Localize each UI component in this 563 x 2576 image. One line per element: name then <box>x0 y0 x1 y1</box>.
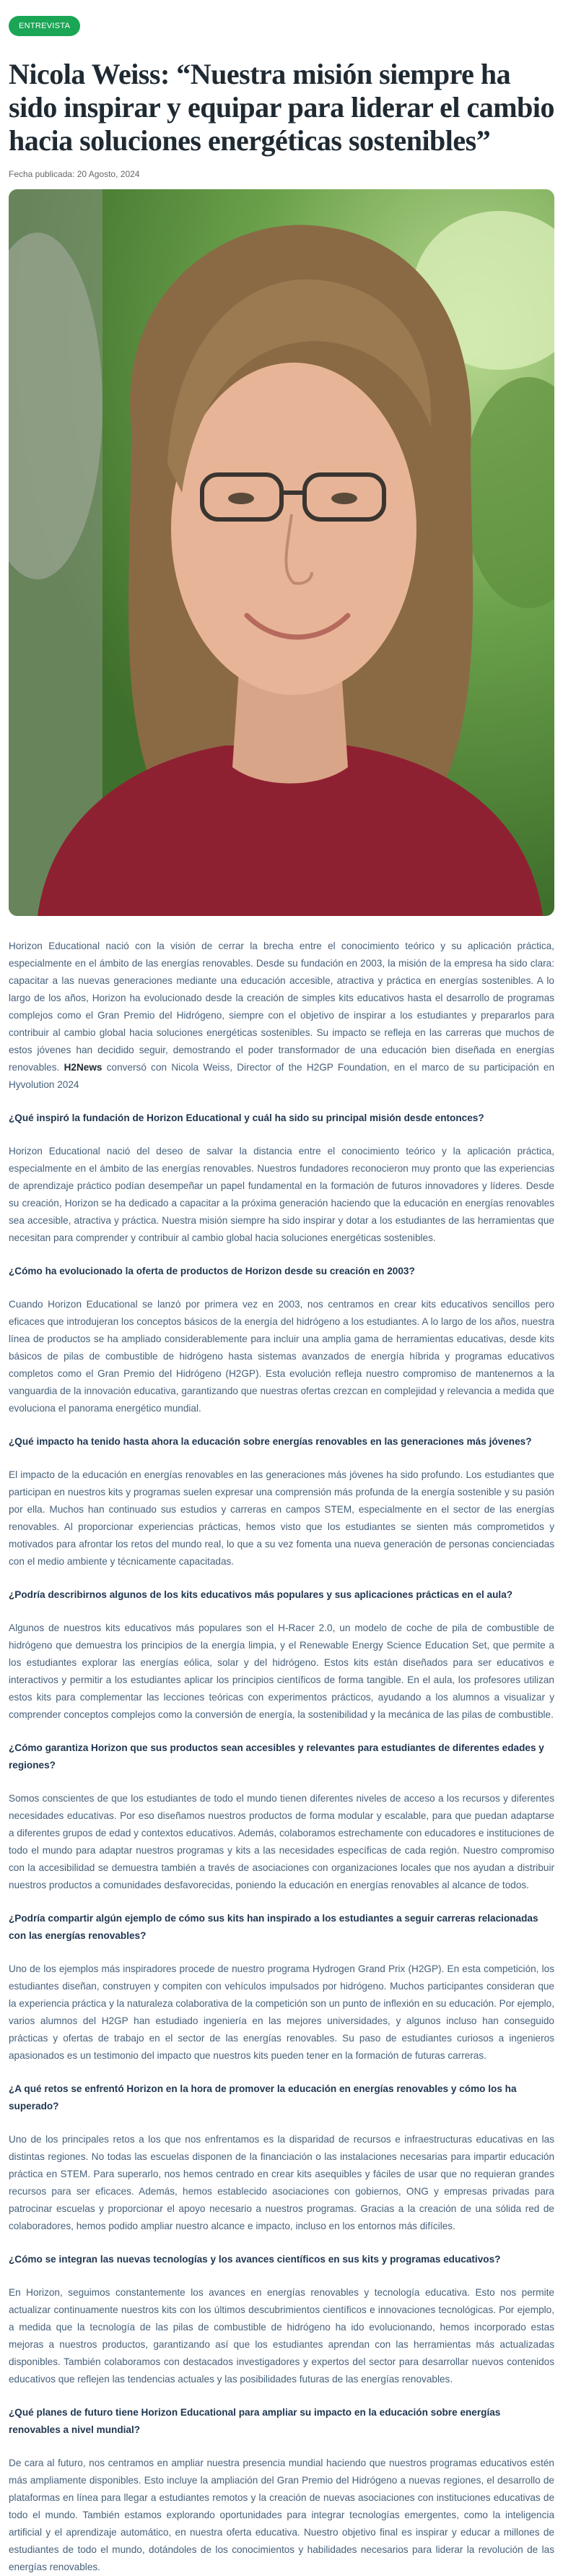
intro-text: Horizon Educational nació con la visión de cerrar la brecha entre el conocimiento teórico y su aplicación práctica, especialmente en el ámbito de las energías renovables. Desde su fundación en 2003, la misión de la empresa ha sido clara: capacitar a las nuevas generaciones mediante una educación accesible, atractiva y práctica en energías sostenibles. A lo largo de los años, Horizon ha evolucionado desde la creación de simples kits educativos hasta el desarrollo de programas complejos como el Gran Premio del Hidrógeno, siempre con el objetivo de inspirar a los estudiantes y prepararlos para contribuir al cambio global hacia soluciones energéticas sostenibles. Su impacto se refleja en las carreras que muchos de estos jóvenes han decidido seguir, demostrando el poder transformador de una educación bien diseñada en energías renovables. <box>9 941 554 1073</box>
question-heading: ¿Cómo se integran las nuevas tecnologías y los avances científicos en sus kits y programas educativos? <box>9 2254 501 2265</box>
publish-date: Fecha publicada: 20 Agosto, 2024 <box>9 169 140 179</box>
question-heading: ¿Cómo ha evolucionado la oferta de productos de Horizon desde su creación en 2003? <box>9 1266 415 1276</box>
portrait-illustration <box>9 189 554 916</box>
answer-paragraph: Uno de los ejemplos más inspiradores procede de nuestro programa Hydrogen Grand Prix (H2GP). En esta competición, los estudiantes diseñan, construyen y compiten con vehículos impulsados por hidrógeno. Muchos participantes consideran que la experiencia práctica y la naturaleza colaborativa de la competición son un punto de inflexión en su educación. Por ejemplo, varios alumnos del H2GP han estudiado ingeniería en las mejores universidades, y algunos incluso han conseguido prácticas y ofertas de trabajo en el sector de las energías renovables. Su paso de estudiantes curiosos a ingenieros apasionados es un testimonio del impacto que nuestros kits pueden tener en la formación de futuras carreras. <box>9 1963 554 2061</box>
question-heading: ¿Podría describirnos algunos de los kits educativos más populares y sus aplicaciones prácticas en el aula? <box>9 1589 513 1600</box>
category-tag[interactable]: ENTREVISTA <box>9 16 80 36</box>
answer-paragraph: Horizon Educational nació del deseo de salvar la distancia entre el conocimiento teórico y la aplicación práctica, especialmente en el ámbito de las energías renovables. Nuestros fundadores reconocieron muy pronto que las experiencias de aprendizaje práctico podían desempeñar un papel fundamental en la formación de futuros innovadores y líderes. Desde su creación, Horizon se ha dedicado a capacitar a la próxima generación haciendo que la educación en energías renovables sea accesible, atractiva y práctica. Nuestra misión siempre ha sido inspirar y dotar a los estudiantes de las herramientas que necesitan para comprender y contribuir al cambio global hacia soluciones energéticas sostenibles. <box>9 1146 554 1243</box>
question-heading: ¿Cómo garantiza Horizon que sus productos sean accesibles y relevantes para estudiantes de diferentes edades y regiones? <box>9 1742 544 1771</box>
answer-paragraph: Algunos de nuestros kits educativos más populares son el H-Racer 2.0, un modelo de coche de pila de combustible de hidrógeno que demuestra los principios de la energía limpia, y el Renewable Energy Science Education Set, que permite a los estudiantes explorar las energías eólica, solar y del hidrógeno. Estos kits están diseñados para ser educativos e interactivos y permitir a los estudiantes aplicar los principios científicos de forma tangible. En el aula, los profesores utilizan estos kits para complementar las lecciones teóricas con experimentos prácticos, ayudando a los alumnos a visualizar y comprender conceptos complejos como la conversión de energía, la sostenibilidad y la mecánica de las pilas de combustible. <box>9 1622 554 1720</box>
question-heading: ¿Podría compartir algún ejemplo de cómo sus kits han inspirado a los estudiantes a seguir carreras relacionadas con las energías renovables? <box>9 1913 538 1941</box>
answer-paragraph: El impacto de la educación en energías renovables en las generaciones más jóvenes ha sido profundo. Los estudiantes que participan en nuestros kits y programas suelen expresar una comprensión más profunda de la energía sostenible y su pasión por ella. Muchos han continuado sus estudios y carreras en campos STEM, especialmente en el sector de las energías renovables. Al proporcionar experiencias prácticas, hemos visto que los estudiantes se sienten más comprometidos y motivados para afrontar los retos del mundo real, lo que a su vez fomenta una nueva generación de personas concienciadas con el medio ambiente y técnicamente capacitadas. <box>9 1469 554 1567</box>
intro-text-continued: conversó con Nicola Weiss, Director of the H2GP Foundation, en el marco de su participación en Hyvolution 2024 <box>9 1062 555 1090</box>
answer-paragraph: De cara al futuro, nos centramos en ampliar nuestra presencia mundial haciendo que nuestros programas educativos estén más ampliamente disponibles. Esto incluye la ampliación del Gran Premio del Hidrógeno a nuevas regiones, el desarrollo de plataformas en línea para llegar a estudiantes remotos y la creación de nuevas asociaciones con instituciones educativas de todo el mundo. También estamos explorando oportunidades para integrar tecnologías emergentes, como la inteligencia artificial y el aprendizaje automático, en nuestra oferta educativa. Nuestro objetivo final es inspirar y educar a millones de estudiantes de todo el mundo, dotándoles de los conocimientos y habilidades necesarios para liderar la revolución de las energías renovables. <box>9 2458 554 2572</box>
article-body <box>9 938 554 2576</box>
answer-paragraph: Uno de los principales retos a los que nos enfrentamos es la disparidad de recursos e infraestructuras educativas en las distintas regiones. No todas las escuelas disponen de la financiación o las instalaciones necesarias para impartir educación práctica en STEM. Para superarlo, nos hemos centrado en crear kits asequibles y fáciles de usar que no requieran grandes recursos para ser eficaces. Además, hemos establecido asociaciones con gobiernos, ONG y empresas privadas para patrocinar escuelas y proporcionar el apoyo necesario a nuestros programas. Gracias a la creación de una sólida red de colaboradores, hemos podido ampliar nuestro alcance e impacto, incluso en los entornos más difíciles. <box>9 2134 554 2231</box>
question-heading: ¿A qué retos se enfrentó Horizon en la hora de promover la educación en energías renovables y cómo los ha superado? <box>9 2083 517 2112</box>
brand-name: H2News <box>64 1062 102 1073</box>
article-title: Nicola Weiss: “Nuestra misión siempre ha sido inspirar y equipar para liderar el cambio hacia soluciones energéticas sostenibles” <box>9 58 554 157</box>
intro-paragraph <box>9 938 554 1094</box>
question-heading: ¿Qué inspiró la fundación de Horizon Educational y cuál ha sido su principal misión desde entonces? <box>9 1112 484 1123</box>
question-heading: ¿Qué impacto ha tenido hasta ahora la educación sobre energías renovables en las generaciones más jóvenes? <box>9 1436 532 1447</box>
answer-paragraph: Somos conscientes de que los estudiantes de todo el mundo tienen diferentes niveles de acceso a los recursos y diferentes necesidades educativas. Por eso diseñamos nuestros productos de forma modular y escalable, para que puedan adaptarse a diferentes grupos de edad y contextos educativos. Además, colaboramos estrechamente con educadores e instituciones de todo el mundo para adaptar nuestros programas y kits a las necesidades específicas de cada región. Nuestro compromiso con la accesibilidad se demuestra también a través de asociaciones con organizaciones locales que nos ayudan a distribuir nuestros productos a comunidades desfavorecidas, poniendo la educación en energías renovables al alcance de todos. <box>9 1793 554 1890</box>
answer-paragraph: En Horizon, seguimos constantemente los avances en energías renovables y tecnología educativa. Esto nos permite actualizar continuamente nuestros kits con los últimos descubrimientos científicos e innovaciones tecnológicas. Por ejemplo, a medida que la tecnología de las pilas de combustible de hidrógeno ha ido evolucionando, hemos incorporado estas mejoras a nuestros productos, garantizando así que los estudiantes aprendan con las herramientas más actualizadas disponibles. También colaboramos con destacados investigadores y expertos del sector para desarrollar nuevos contenidos educativos que reflejen las tendencias actuales y las posibilidades futuras de las energías renovables. <box>9 2287 554 2385</box>
answer-paragraph: Cuando Horizon Educational se lanzó por primera vez en 2003, nos centramos en crear kits educativos sencillos pero eficaces que introdujeran los conceptos básicos de la energía del hidrógeno a los estudiantes. A lo largo de los años, nuestra línea de productos se ha ampliado considerablemente para incluir una amplia gama de herramientas educativas, desde kits básicos de pilas de combustible de hidrógeno hasta sistemas avanzados de energía híbrida y programas educativos completos como el Gran Premio del Hidrógeno (H2GP). Esta evolución refleja nuestro compromiso de mantenernos a la vanguardia de la innovación educativa, garantizando que nuestras ofertas crezcan en complejidad y relevancia a medida que evoluciona el panorama energético mundial. <box>9 1299 554 1414</box>
question-heading: ¿Qué planes de futuro tiene Horizon Educational para ampliar su impacto en la educación sobre energías renovables a nivel mundial? <box>9 2407 501 2435</box>
portrait-photo <box>9 189 554 916</box>
